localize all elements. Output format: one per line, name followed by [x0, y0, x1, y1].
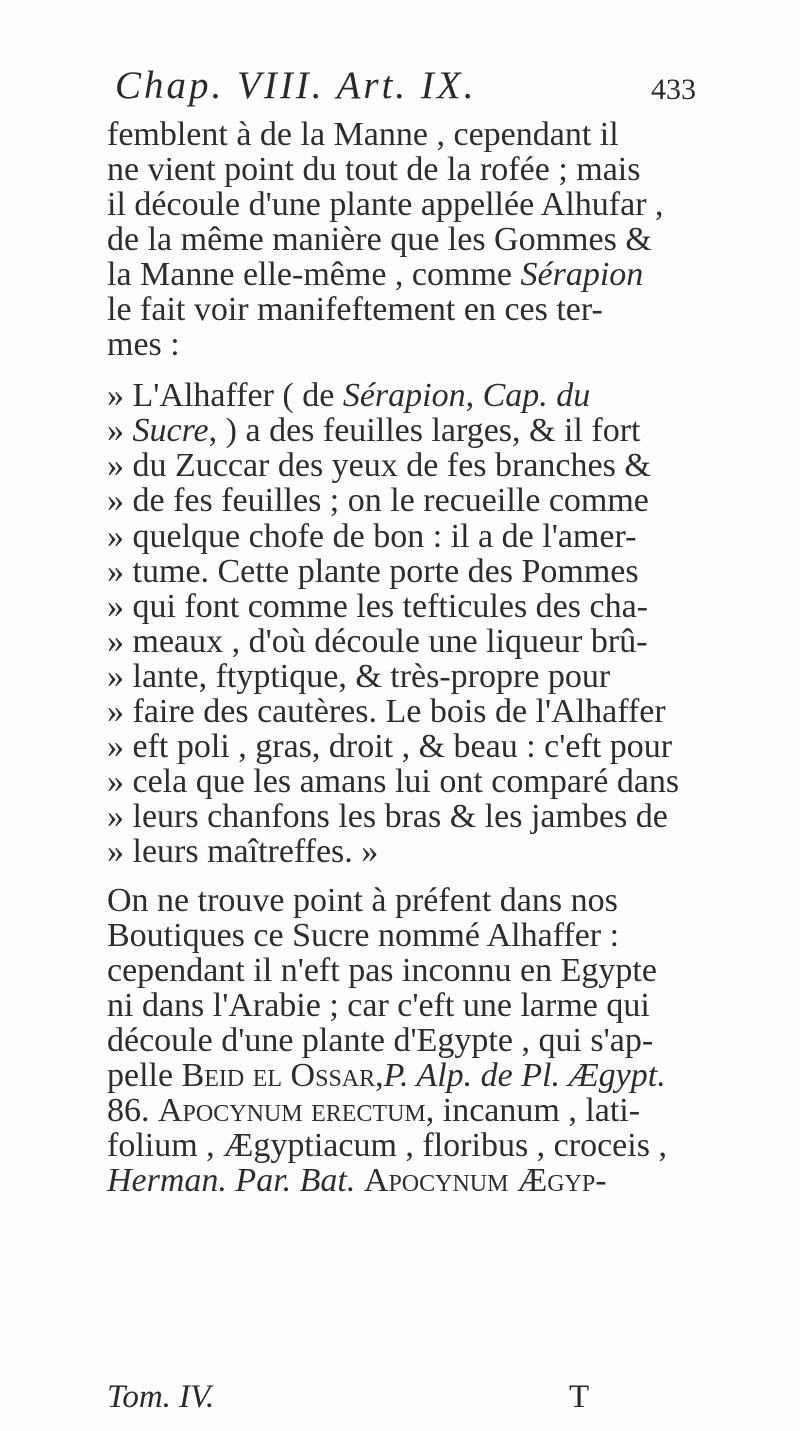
text-run: » meaux , d'où découle une liqueur brû- — [107, 623, 648, 660]
text-run: Cap. du — [482, 377, 591, 414]
text-line — [107, 1057, 666, 1095]
text-run: découle d'une plante d'Egypte , qui s'ap- — [107, 1022, 654, 1059]
text-run: Sérapion — [342, 377, 466, 414]
text-line — [107, 763, 679, 801]
text-run: » de fes feuilles ; on le recueille comme — [107, 482, 649, 519]
text-run: cependant il n'eft pas inconnu en Egypte — [107, 952, 657, 989]
text-run: Sérapion — [520, 256, 644, 293]
text-line — [107, 151, 640, 189]
running-head: Chap. VIII. Art. IX. — [115, 64, 477, 107]
text-line — [107, 256, 643, 294]
page-footer — [55, 1378, 775, 1418]
text-line — [107, 658, 610, 696]
text-run: » qui font comme les tefticules des cha- — [107, 588, 648, 625]
text-run — [355, 1162, 364, 1199]
text-line — [107, 728, 672, 766]
text-run: » eft poli , gras, droit , & beau : c'eft pour — [107, 728, 673, 765]
text-run: » — [107, 412, 133, 449]
text-run: » lante, ftyptique, & très-propre pour — [107, 658, 611, 695]
text-run: , ) a des feuilles larges, & il fort — [208, 412, 641, 449]
text-line — [107, 291, 603, 329]
text-run: » L'Alhaffer ( de — [107, 377, 343, 414]
text-run: » leurs maîtreffes. » — [107, 833, 379, 870]
text-run: mes : — [107, 326, 180, 363]
text-run: la Manne elle-même , comme — [107, 256, 521, 293]
text-line — [107, 186, 664, 224]
text-line — [107, 326, 180, 364]
text-run: de la même manière que les Gommes & — [107, 221, 652, 258]
text-run: Apocynum erectum — [158, 1092, 426, 1129]
text-line — [107, 482, 649, 520]
text-run: Sucre — [132, 412, 209, 449]
text-run: il découle d'une plante appellée Alhufar , — [107, 186, 664, 223]
text-run: On ne trouve point à préfent dans nos — [107, 882, 618, 919]
text-line — [107, 518, 636, 556]
text-run: » cela que les amans lui ont comparé dans — [107, 763, 680, 800]
text-line — [107, 221, 652, 259]
text-run: , incanum , lati- — [425, 1092, 641, 1129]
text-line — [107, 1022, 653, 1060]
text-line — [107, 917, 619, 955]
text-run: ni dans l'Arabie ; car c'eft une larme qui — [107, 987, 650, 1024]
gathering-signature: T — [569, 1379, 590, 1415]
text-run: Herman. Par. Bat. — [107, 1162, 356, 1199]
text-line — [107, 116, 619, 154]
text-line — [107, 952, 657, 990]
text-run: 86. — [107, 1092, 158, 1129]
text-run: » quelque chofe de bon : il a de l'amer- — [107, 518, 637, 555]
text-line — [107, 987, 650, 1025]
text-run: femblent à de la Manne , cependant il — [107, 116, 619, 153]
text-line — [107, 882, 618, 920]
text-run: Apocynum Ægyp- — [363, 1162, 607, 1199]
text-run: P. Alp. de Pl. Ægypt. — [383, 1057, 666, 1094]
text-run: ne vient point du tout de la rofée ; mais — [107, 151, 641, 188]
text-line — [107, 833, 378, 871]
text-line — [107, 447, 651, 485]
text-run: Beid el Ossar — [181, 1057, 376, 1094]
text-run: le fait voir manifeftement en ces ter- — [107, 291, 603, 328]
page-number: 433 — [651, 73, 696, 106]
text-run: » tume. Cette plante porte des Pommes — [107, 553, 639, 590]
text-line — [107, 377, 590, 415]
text-run: , — [465, 377, 483, 414]
text-line — [107, 623, 648, 661]
text-run: folium , Ægyptiacum , floribus , croceis , — [107, 1127, 667, 1164]
text-line — [107, 553, 639, 591]
text-line — [107, 1127, 667, 1165]
text-run: » faire des cautères. Le bois de l'Alhaffer — [107, 693, 666, 730]
text-run: » du Zuccar des yeux de fes branches & — [107, 447, 651, 484]
text-run: Boutiques ce Sucre nommé Alhaffer : — [107, 917, 620, 954]
text-line — [107, 1162, 607, 1200]
volume-signature: Tom. IV. — [107, 1379, 215, 1415]
text-line — [107, 1092, 640, 1130]
text-line — [107, 412, 640, 450]
text-line — [107, 693, 666, 731]
text-run: , — [375, 1057, 384, 1094]
page-header — [115, 62, 775, 110]
text-line — [107, 588, 648, 626]
text-run: » leurs chanfons les bras & les jambes de — [107, 798, 668, 835]
text-run: pelle — [107, 1057, 182, 1094]
text-line — [107, 798, 668, 836]
